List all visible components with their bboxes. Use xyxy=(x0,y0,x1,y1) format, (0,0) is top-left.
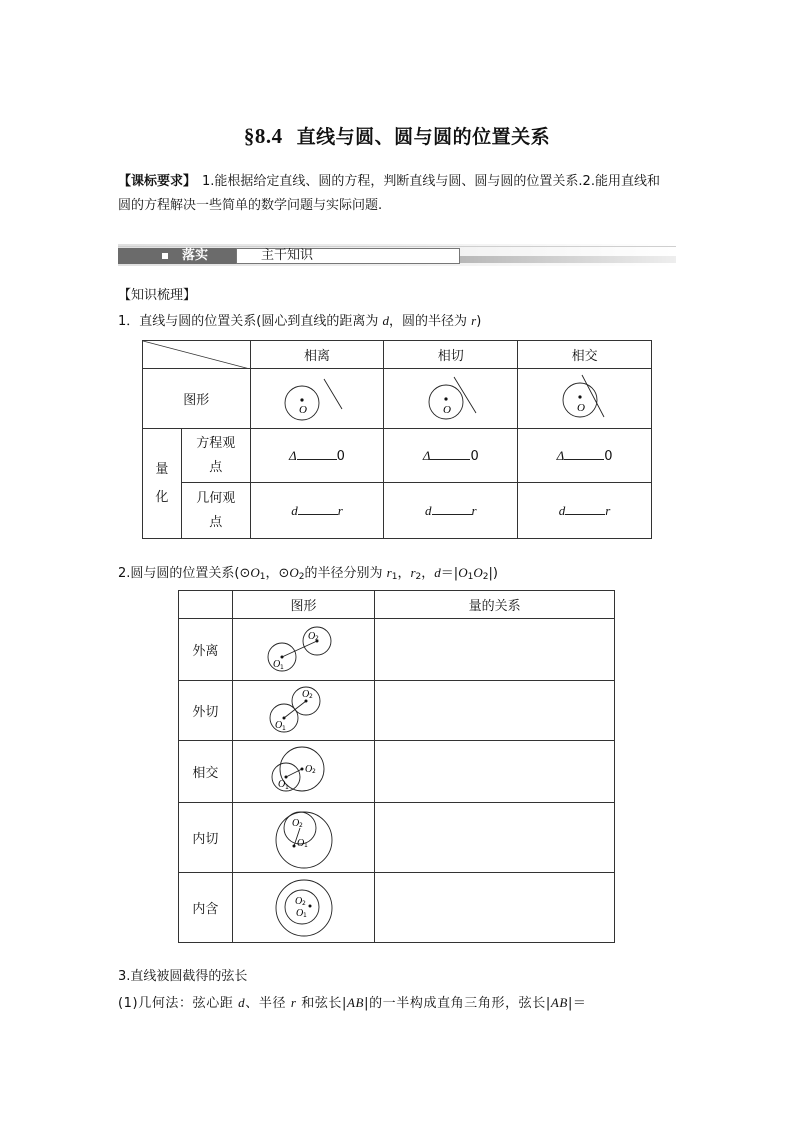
svg-text:2: 2 xyxy=(314,634,319,642)
line-circle-tangent-diagram xyxy=(406,373,496,425)
figure-intersect xyxy=(518,369,652,429)
center-label-2: O xyxy=(442,403,451,416)
diagonal-header-cell xyxy=(143,341,251,369)
svg-text:1: 1 xyxy=(303,841,308,849)
geometric-tangent: d r xyxy=(384,483,518,539)
curriculum-requirements xyxy=(118,170,688,218)
svg-text:O: O xyxy=(274,719,282,731)
answer-blank[interactable] xyxy=(564,447,604,460)
figure-intersecting xyxy=(232,741,375,803)
center-label-1: O xyxy=(299,403,307,416)
svg-text:O: O xyxy=(291,817,299,829)
diagonal-line xyxy=(143,341,250,369)
section-title: 直线与圆、圆与圆的位置关系 xyxy=(296,126,551,148)
banner-dark-label: 落实 xyxy=(182,248,209,263)
svg-text:O: O xyxy=(295,907,303,919)
section2-heading: 2.圆与圆的位置关系($⊙O_1$，$⊙O_2$的半径分别为 $r_1$，$r_2$，$d=|O_1O_2|$) xyxy=(118,565,498,582)
relation-contained[interactable] xyxy=(375,873,615,943)
row-label-external-tangent: 外切 xyxy=(179,681,233,741)
svg-text:O: O xyxy=(301,688,309,700)
row-label-equation-view: 方程观 点 xyxy=(181,429,250,483)
svg-text:1: 1 xyxy=(284,783,289,791)
circles-external-tangent-diagram xyxy=(264,683,344,739)
answer-blank[interactable] xyxy=(432,502,472,515)
section3-line: (1)几何法：弦心距 d、半径 r 和弦长|AB|的一半构成直角三角形，弦长|AB|＝ xyxy=(118,995,587,1011)
row-label-intersecting: 相交 xyxy=(179,741,233,803)
row-label-contained: 内含 xyxy=(179,873,233,943)
answer-blank[interactable] xyxy=(430,447,470,460)
line-circle-table xyxy=(142,340,652,539)
answer-blank[interactable] xyxy=(565,502,605,515)
section1-heading: 1．直线与圆的位置关系(圆心到直线的距离为 d，圆的半径为 r) xyxy=(118,313,482,329)
figure-external-separate xyxy=(232,619,375,681)
circles-separate-diagram xyxy=(264,622,344,678)
section-banner xyxy=(118,244,676,266)
section-number: §8.4 xyxy=(243,124,283,148)
banner-dark-tab xyxy=(118,248,236,264)
svg-text:2: 2 xyxy=(301,899,306,907)
knowledge-tag: 【知识梳理】 xyxy=(118,288,197,303)
svg-text:O: O xyxy=(296,837,304,849)
line-circle-intersect-diagram xyxy=(540,373,630,425)
circle-circle-table xyxy=(178,590,615,943)
equation-separate: Δ 0 xyxy=(250,429,384,483)
figure-external-tangent xyxy=(232,681,375,741)
requirements-line1: 1.能根据给定直线、圆的方程，判断直线与圆、圆与圆的位置关系.2.能用直线和 xyxy=(202,174,660,189)
figure-separate xyxy=(250,369,384,429)
geometric-separate: d r xyxy=(250,483,384,539)
row-label-internal-tangent: 内切 xyxy=(179,803,233,873)
requirements-line2: 圆的方程解决一些简单的数学问题与实际问题. xyxy=(118,198,383,213)
col-header-tangent: 相切 xyxy=(384,341,518,369)
row-label-quantify: 量 化 xyxy=(143,429,182,539)
banner-light-tab xyxy=(236,248,460,264)
row-label-figure: 图形 xyxy=(143,369,251,429)
col-header-separate: 相离 xyxy=(250,341,384,369)
circles-internal-tangent-diagram xyxy=(264,806,344,870)
page-title xyxy=(0,122,794,149)
banner-light-label: 主干知识 xyxy=(261,248,314,263)
svg-text:O: O xyxy=(277,778,285,790)
svg-text:2: 2 xyxy=(298,821,303,829)
circles-intersecting-diagram xyxy=(264,743,344,801)
svg-text:1: 1 xyxy=(279,663,284,671)
geometric-intersect: d r xyxy=(518,483,652,539)
col-header-figure: 图形 xyxy=(232,591,375,619)
relation-intersecting[interactable] xyxy=(375,741,615,803)
svg-text:1: 1 xyxy=(302,911,307,919)
svg-text:O: O xyxy=(294,895,302,907)
answer-blank[interactable] xyxy=(297,447,337,460)
relation-external-tangent[interactable] xyxy=(375,681,615,741)
svg-text:O: O xyxy=(307,630,315,642)
figure-tangent xyxy=(384,369,518,429)
relation-internal-tangent[interactable] xyxy=(375,803,615,873)
row-label-geometric-view: 几何观 点 xyxy=(181,483,250,539)
answer-blank[interactable] xyxy=(298,502,338,515)
requirements-tag: 【课标要求】 xyxy=(118,174,197,189)
figure-contained xyxy=(232,873,375,943)
svg-text:O: O xyxy=(304,763,312,775)
circles-contained-diagram xyxy=(264,876,344,940)
svg-text:2: 2 xyxy=(311,767,316,775)
figure-internal-tangent xyxy=(232,803,375,873)
equation-tangent: Δ 0 xyxy=(384,429,518,483)
corner-cell xyxy=(179,591,233,619)
line-circle-separate-diagram xyxy=(272,373,362,425)
col-header-relation: 量的关系 xyxy=(375,591,615,619)
svg-text:O: O xyxy=(272,658,280,670)
svg-text:1: 1 xyxy=(281,724,286,732)
col-header-intersect: 相交 xyxy=(518,341,652,369)
square-bullet-icon xyxy=(162,253,168,259)
relation-external-separate[interactable] xyxy=(375,619,615,681)
svg-text:2: 2 xyxy=(308,692,313,700)
row-label-external-separate: 外离 xyxy=(179,619,233,681)
equation-intersect: Δ 0 xyxy=(518,429,652,483)
section3-heading: 3.直线被圆截得的弦长 xyxy=(118,969,248,984)
center-label-3: O xyxy=(576,401,585,414)
